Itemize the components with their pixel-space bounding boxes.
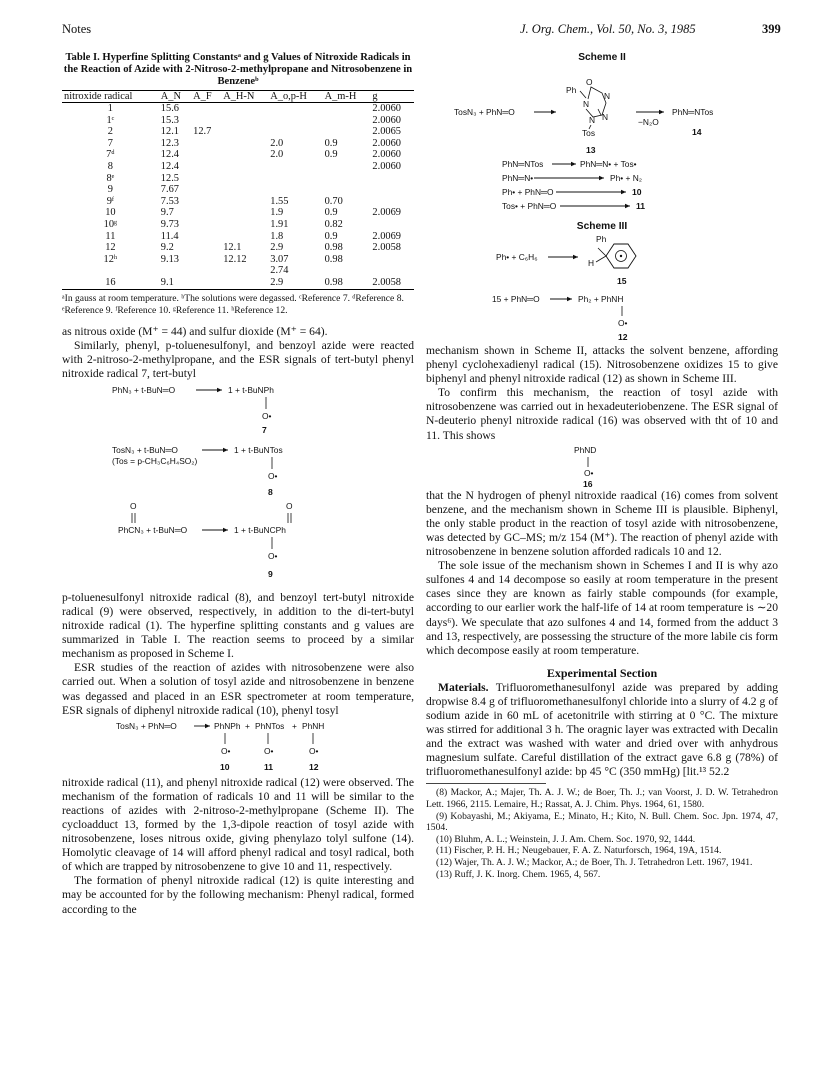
table-cell xyxy=(221,161,268,173)
reference-item: (8) Mackor, A.; Majer, Th. A. J. W.; de Boer, Th. J.; van Voorst, J. D. W. Tetrahedron Lett. 1966, 2115. Lemaire, H.; Rassat, A. J. Chim. Phys. 1964, 61, 1580. xyxy=(426,787,778,811)
table-cell xyxy=(370,265,414,277)
table-cell xyxy=(221,126,268,138)
table-cell xyxy=(323,184,371,196)
scheme3-h: H xyxy=(588,258,595,268)
table-row xyxy=(62,242,414,254)
compound-14-number: 14 xyxy=(692,127,702,137)
table-cell: 11 xyxy=(105,230,116,242)
paragraph: p-toluenesulfonyl nitroxide radical (8), and benzoyl tert-butyl nitroxide radical (9) were observed, respectively, in addition to the di-tert-butyl nitroxide radical (1). The hyperfine splitting constants and g values are summarized in Table I. The reaction seems to proceed by a similar mechanism as proposed in Scheme I. xyxy=(62,590,414,661)
ring-tos: Tos xyxy=(582,128,596,138)
table-cell: 7.67 xyxy=(160,184,179,196)
hfs-table xyxy=(62,90,414,290)
table-cell xyxy=(221,277,268,289)
eq10-odot-c: O• xyxy=(309,745,319,756)
table-cell: 2.0060 xyxy=(372,149,401,161)
eq9-rhs: 1 + t-BuNCPh xyxy=(234,524,286,535)
table-cell xyxy=(159,265,191,277)
page-number: 399 xyxy=(762,22,781,36)
table-cell: 2.9 xyxy=(270,242,284,254)
table-cell xyxy=(268,161,322,173)
paragraph: nitroxide radical (11), and phenyl nitroxide radical (12) were observed. The mechanism of the formation of radicals 10 and 11 will be similar to the reactions of azides with 2-nitroso-2-methylpropane (Scheme II). The cycloadduct 13, formed by the 1,3-dipole reaction of tosyl azide with nitrosobenzene, loses nitrous oxide, giving phenylazo tolyl sulfone (14). Homolytic cleavage of 14 will afford phenyl radical and tosyl radical, both of which are trapped by nitrosobenzene to give 10 and 11, respectively. xyxy=(62,775,414,874)
table-cell: 12.7 xyxy=(193,126,212,138)
eq8-number: 8 xyxy=(268,486,273,497)
table-cell xyxy=(268,184,322,196)
table-row xyxy=(62,231,414,243)
table-cell xyxy=(323,161,371,173)
table-cell xyxy=(221,103,268,115)
table-cell: 2.0069 xyxy=(372,207,401,219)
table-cell xyxy=(191,103,221,115)
table-cell: 2.0058 xyxy=(372,276,401,288)
paragraph: The formation of phenyl nitroxide radical (12) is quite interesting and may be accounted for by the following mechanism: Phenyl radical, formed according to the xyxy=(62,874,414,916)
scheme3-lhs: Ph• + C₆H₆ xyxy=(496,252,538,262)
eq8-note: (Tos = p-CH₃C₆H₄SO₂) xyxy=(112,455,198,466)
scheme3-r2-rhs: Ph₂ + PhNH xyxy=(578,294,624,304)
table-cell: 1.91 xyxy=(270,218,289,230)
table-cell xyxy=(370,173,414,185)
eq8-rhs: 1 + t-BuNTos xyxy=(234,444,283,455)
paragraph: Similarly, phenyl, p-toluenesulfonyl, and benzoyl azide were reacted with 2-nitroso-2-methylpropane, and the ESR signals of tert-butyl phenyl nitroxide radical 7, tert-butyl xyxy=(62,338,414,380)
table-row xyxy=(62,103,414,115)
eq7-rhs: 1 + t-BuNPh xyxy=(228,384,274,395)
table-cell xyxy=(221,184,268,196)
scheme2-r2-rhs: Ph• + N₂ xyxy=(610,173,643,183)
equations-7-8-9 xyxy=(62,381,414,591)
table-cell xyxy=(268,173,322,185)
table-cell: 7ᵈ xyxy=(106,149,115,161)
table-cell xyxy=(221,138,268,150)
table-cell xyxy=(221,231,268,243)
footnote-rule xyxy=(426,783,546,784)
table-cell xyxy=(191,231,221,243)
table-cell: 2.0 xyxy=(270,137,284,149)
paragraph: ESR studies of the reaction of azides with nitrosobenzene were also carried out. When a solution of tosyl azide and nitrosobenzene in benzene was degassed and placed in an ESR spectrometer at room temperature, ESR signals of diphenyl nitroxide radical (10), phenyl tosyl xyxy=(62,661,414,717)
compound-13-number: 13 xyxy=(586,145,596,155)
scheme2-lhs: TosN₃ + PhN═O xyxy=(454,107,515,117)
table-row xyxy=(62,115,414,127)
paragraph: as nitrous oxide (M⁺ = 44) and sulfur dioxide (M⁺ = 64). xyxy=(62,324,328,338)
left-column xyxy=(62,52,414,917)
table-row xyxy=(62,254,414,266)
reference-item: (10) Bluhm, A. L.; Weinstein, J. J. Am. Chem. Soc. 1970, 92, 1444. xyxy=(436,833,696,845)
table-cell xyxy=(323,103,371,115)
scheme2-r4-rhs: 11 xyxy=(636,201,646,211)
paragraph: To confirm this mechanism, the reaction of tosyl azide with nitrosobenzene was carried out in hexadeuteriobenzene. The ESR signal of N-deuterio phenyl nitroxide radical (16) was observed with tht of 10 and 11. This shows xyxy=(426,386,778,442)
eq9-o-right: O xyxy=(286,500,293,511)
table-cell xyxy=(191,138,221,150)
reference-list xyxy=(426,787,778,880)
table-cell xyxy=(191,115,221,127)
eq10-odot-b: O• xyxy=(264,745,274,756)
table-cell: 3.07 xyxy=(270,253,289,265)
table-cell xyxy=(191,242,221,254)
col-header-g: g xyxy=(370,91,414,103)
table-cell: 12ʰ xyxy=(103,253,118,265)
table-row xyxy=(62,265,414,277)
table-cell: 2.0058 xyxy=(372,242,401,254)
eq7-lhs: PhN₃ + t-BuN═O xyxy=(112,384,176,395)
eq9-o-left: O xyxy=(130,500,137,511)
table-cell xyxy=(268,115,322,127)
eq9-lhs: PhCN₃ + t-BuN═O xyxy=(118,524,188,535)
table-cell xyxy=(323,173,371,185)
table-cell xyxy=(323,126,371,138)
table-row xyxy=(62,126,414,138)
table-cell: 10ᵍ xyxy=(103,218,118,230)
eq10-odot-a: O• xyxy=(221,745,231,756)
scheme2-r1-rhs: PhN═N• + Tos• xyxy=(580,159,637,169)
table-cell: 2.0060 xyxy=(372,114,401,126)
table-cell: 2.0 xyxy=(270,149,284,161)
paragraph: Trifluoromethanesulfonyl azide was prepared by adding dropwise 8.4 g of trifluoromethanesulfonyl chloride into a slurry of 4.2 g of sodium azide in 60 mL of acetonitrile with stirring at 0 °C. The mixture was stirred for additional 3 h. The oragnic layer was extracted with Decalin and the extract was washed with water and dried over with anhydrous magnesium sulfate. Careful distillation of the extract gave 6.8 g (78%) of trifluoromethanesulfonyl azide: bp 45 °C (350 mmHg) [lit.¹³ 52.2 xyxy=(426,680,778,779)
table-cell: 12.4 xyxy=(160,160,179,172)
ring-n-bottom: N xyxy=(589,115,596,125)
table-cell: 0.9 xyxy=(324,137,338,149)
table-cell xyxy=(268,103,322,115)
table-cell: 7.53 xyxy=(160,195,179,207)
eq9-odot: O• xyxy=(268,550,278,561)
table-cell: 11.4 xyxy=(160,230,179,242)
scheme2-r3-lhs: Ph• + PhN═O xyxy=(502,187,554,197)
table-cell: 12.12 xyxy=(223,253,247,265)
table-cell: 2.0069 xyxy=(372,230,401,242)
table-cell xyxy=(323,115,371,127)
eq9-number: 9 xyxy=(268,568,273,579)
ring-ph: Ph xyxy=(566,85,577,95)
col-header-amh: A_m-H xyxy=(323,91,371,103)
scheme-3-title: Scheme III xyxy=(576,221,628,232)
table-cell xyxy=(62,265,159,277)
eq10-product-a: PhNPh xyxy=(214,720,241,731)
running-head-journal: J. Org. Chem., Vol. 50, No. 3, 1985 xyxy=(520,22,696,36)
table-cell xyxy=(370,254,414,266)
table-row xyxy=(62,161,414,173)
table-cell: 0.70 xyxy=(324,195,343,207)
eq8-odot: O• xyxy=(268,470,278,481)
table-cell xyxy=(370,219,414,231)
table-cell xyxy=(221,115,268,127)
table-row xyxy=(62,207,414,219)
table-cell: 15.6 xyxy=(160,103,179,114)
table-cell: 1.8 xyxy=(270,230,284,242)
table-cell: 1.9 xyxy=(270,207,284,219)
ring-n-right: N xyxy=(602,112,609,122)
scheme3-odot: O• xyxy=(618,318,628,328)
table-row xyxy=(62,219,414,231)
scheme-2-title: Scheme II xyxy=(578,52,626,63)
radical-16-structure xyxy=(426,443,778,489)
table-cell xyxy=(221,219,268,231)
ring-o: O xyxy=(586,77,593,87)
table-caption: Table I. Hyperfine Splitting Constantsᵃ and g Values of Nitroxide Radicals in the Reaction of Azide with 2-Nitroso-2-methylpropane and Nitrosobenzene in Benzeneᵇ xyxy=(63,52,413,87)
table-cell: 9.2 xyxy=(160,242,174,254)
table-row xyxy=(62,173,414,185)
table-cell: 2.0060 xyxy=(372,137,401,149)
reference-item: (9) Kobayashi, M.; Akiyama, E.; Minato, H.; Kito, N. Bull. Chem. Soc. Jpn. 1974, 47, 1504. xyxy=(426,810,778,834)
table-cell xyxy=(191,173,221,185)
minus-n2o-label: −N₂O xyxy=(638,117,659,127)
table-cell: 12.5 xyxy=(160,172,179,184)
col-header-ahn: A_H-N xyxy=(221,91,268,103)
scheme2-product-14: PhN═NTos xyxy=(672,107,714,117)
table-cell: 9ᶠ xyxy=(106,195,115,207)
scheme-3-diagram xyxy=(426,232,778,344)
eq7-odot: O• xyxy=(262,410,272,421)
table-row xyxy=(62,149,414,161)
table-cell: 12.1 xyxy=(160,126,179,138)
table-cell: 1.55 xyxy=(270,195,289,207)
scheme2-r1-lhs: PhN═NTos xyxy=(502,159,544,169)
table-cell: 0.98 xyxy=(324,242,343,254)
table-row xyxy=(62,138,414,150)
table-cell: 0.98 xyxy=(324,276,343,288)
plus-sign: + xyxy=(292,720,297,731)
paragraph: The sole issue of the mechanism shown in Schemes I and II is why azo sulfones 4 and 14 decompose so easily at room temperature in the present cases since they are known as fairly stable compounds (for example, according to our earlier work the half-life of 14 at room temperature is ∼20 days⁶). We speculate that azo sulfones 4 and 14, formed from the adduct 3 and 13, respectively, are possessing the structure of the more labile cis form which decompose easily at room temperature. xyxy=(426,559,778,657)
scheme3-r2-lhs: 15 + PhN═O xyxy=(492,294,540,304)
right-column xyxy=(426,52,778,880)
table-cell: 12.1 xyxy=(223,242,242,254)
reference-item: (12) Wajer, Th. A. J. W.; Mackor, A.; de Boer, Th. J. Tetrahedron Lett. 1967, 1941. xyxy=(436,857,753,868)
eq7-number: 7 xyxy=(262,424,267,435)
plus-sign: + xyxy=(245,720,250,731)
scheme3-number-12: 12 xyxy=(618,332,628,342)
table-cell: 0.9 xyxy=(324,207,338,219)
table-cell: 16 xyxy=(105,276,116,288)
col-header-aoph: A_o,p-H xyxy=(268,91,322,103)
ring-n-top: N xyxy=(604,91,611,101)
table-cell xyxy=(370,196,414,208)
table-cell: 9.13 xyxy=(160,253,179,265)
eq10-product-b: PhNTos xyxy=(255,720,285,731)
paragraph: that the N hydrogen of phenyl nitroxide raadical (16) comes from solvent benzene, and the mechanism shown in Scheme III is plausible. Biphenyl, the only stable product in the reaction of tosyl azide with nitrosobenzene, was detected by GC–MS; m/z 154 (M⁺). The reaction of phenyl azide with nitrosobenzene in benzene solution afforded radicals 10 and 12. xyxy=(426,488,778,559)
table-cell xyxy=(191,254,221,266)
compound-16-number: 16 xyxy=(583,478,593,489)
table-cell: 8ᵉ xyxy=(106,172,115,184)
table-cell xyxy=(191,196,221,208)
table-cell: 9.1 xyxy=(160,276,174,288)
table-cell: 2.0060 xyxy=(372,103,401,114)
table-cell xyxy=(221,173,268,185)
eq10-product-c: PhNH xyxy=(302,720,325,731)
table-footnote: ᵃIn gauss at room temperature. ᵇThe solutions were degassed. ᶜReference 7. ᵈReference 8. ᵉReference 9. ᶠReference 10. ᵍReference 11. ʰReference 12. xyxy=(62,292,404,316)
table-cell xyxy=(323,265,371,277)
ring-n-left: N xyxy=(583,99,590,109)
table-cell: 2.0065 xyxy=(372,126,401,138)
reference-item: (11) Fischer, P. H. H.; Neugebauer, F. A. Z. Naturforsch, 1964, 19A, 1514. xyxy=(436,845,722,857)
run-in-heading: Materials. xyxy=(438,680,489,694)
table-cell xyxy=(221,207,268,219)
scheme2-r2-lhs: PhN═N• xyxy=(502,173,534,183)
table-cell: 10 xyxy=(105,207,116,219)
running-head-section: Notes xyxy=(62,22,92,36)
table-cell: 9.7 xyxy=(160,207,174,219)
paragraph: mechanism shown in Scheme II, attacks the solvent benzene, affording phenyl cyclohexadienyl radical (15). Nitrosobenzene oxidizes 15 to give biphenyl and phenyl nitroxide radical (12) as shown in Scheme III. xyxy=(426,344,778,386)
table-cell xyxy=(370,184,414,196)
table-cell: 0.98 xyxy=(324,253,343,265)
table-cell: 8 xyxy=(107,160,113,172)
equation-10-11-12 xyxy=(62,718,414,776)
table-cell: 9.73 xyxy=(160,218,179,230)
scheme3-ph: Ph xyxy=(596,234,607,244)
table-cell: 12 xyxy=(105,242,116,254)
table-cell: 2.74 xyxy=(270,265,289,277)
s16-odot: O• xyxy=(584,467,594,478)
eq10-lhs: TosN₃ + PhN═O xyxy=(116,720,177,731)
scheme2-r4-lhs: Tos• + PhN═O xyxy=(502,201,557,211)
table-cell: 0.9 xyxy=(324,149,338,161)
col-header-an: A_N xyxy=(159,91,191,103)
s16-top: PhND xyxy=(574,444,597,455)
table-cell: 12.4 xyxy=(160,149,179,161)
eq8-lhs: TosN₃ + t-BuN═O xyxy=(112,444,178,455)
table-cell: 9 xyxy=(107,184,113,196)
table-cell xyxy=(191,265,221,277)
table-cell: 0.9 xyxy=(324,230,338,242)
table-cell xyxy=(191,219,221,231)
table-row xyxy=(62,196,414,208)
radical-12-number: 12 xyxy=(309,761,319,772)
radical-10-number: 10 xyxy=(220,761,230,772)
table-cell: 1 xyxy=(107,103,113,114)
table-cell xyxy=(191,161,221,173)
radical-11-number: 11 xyxy=(264,761,274,772)
table-cell: 15.3 xyxy=(160,114,179,126)
table-cell: 0.82 xyxy=(324,218,343,230)
table-cell: 2.0060 xyxy=(372,160,401,172)
table-cell: 1ᶜ xyxy=(106,114,115,126)
table-cell xyxy=(221,265,268,277)
scheme-2-diagram xyxy=(426,63,778,211)
col-header-radical: nitroxide radical xyxy=(62,91,159,103)
scheme2-r3-rhs: 10 xyxy=(632,187,642,197)
table-cell xyxy=(191,277,221,289)
table-cell xyxy=(268,126,322,138)
table-cell xyxy=(221,196,268,208)
table-row xyxy=(62,184,414,196)
section-heading: Experimental Section xyxy=(546,665,658,680)
table-cell xyxy=(191,207,221,219)
table-cell xyxy=(221,149,268,161)
table-cell: 12.3 xyxy=(160,137,179,149)
table-cell: 7 xyxy=(107,137,113,149)
table-cell: 2 xyxy=(107,126,113,138)
compound-15-number: 15 xyxy=(617,276,627,286)
table-cell xyxy=(191,184,221,196)
table-cell: 2.9 xyxy=(270,276,284,288)
col-header-af: A_F xyxy=(191,91,221,103)
table-row xyxy=(62,277,414,289)
table-cell xyxy=(191,149,221,161)
reference-item: (13) Ruff, J. K. Inorg. Chem. 1965, 4, 567. xyxy=(436,868,601,880)
